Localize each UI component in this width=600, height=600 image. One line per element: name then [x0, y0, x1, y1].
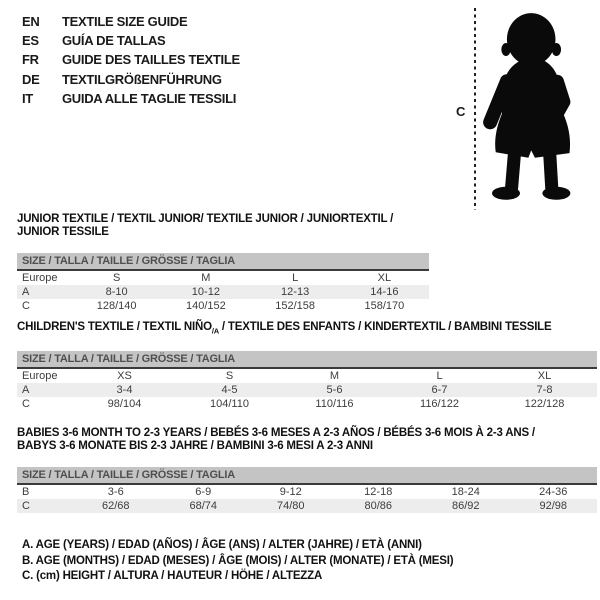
children-textile-section [17, 321, 597, 411]
size-cell: M [201, 272, 211, 284]
note-age-years: A. AGE (YEARS) / EDAD (AÑOS) / ÂGE (ANS) / ALTER (JAHRE) / ETÀ (ANNI) [22, 539, 422, 551]
children-size-header-bar: SIZE / TALLA / TAILLE / GRÖSSE / TAGLIA [17, 351, 597, 369]
language-code: FR [22, 52, 39, 68]
table-row [17, 499, 597, 513]
row-label: C [22, 500, 30, 512]
size-cell: L [436, 370, 443, 383]
age-cell: 18-24 [451, 486, 480, 498]
height-cell: 140/152 [185, 300, 226, 312]
height-dashed-line [474, 8, 476, 210]
language-list [22, 12, 240, 108]
row-label: Europe [22, 272, 58, 284]
size-cell: M [329, 370, 340, 383]
language-row-de [22, 70, 240, 89]
age-cell: 12-18 [364, 486, 393, 498]
children-title-suffix: / TEXTILE DES ENFANTS / KINDERTEXTIL / BAMBINI TESSILE [218, 321, 552, 333]
row-label: C [22, 300, 30, 312]
table-row [17, 285, 429, 299]
age-cell: 6-9 [195, 486, 212, 498]
age-cell: 9-12 [279, 486, 302, 498]
language-code: IT [22, 90, 33, 106]
height-cell: 98/104 [107, 398, 142, 411]
height-cell: 80/86 [364, 500, 393, 512]
row-label: A [22, 384, 30, 397]
age-cell: 12-13 [281, 286, 310, 298]
language-title: GUIDA ALLE TAGLIE TESSILI [62, 90, 237, 106]
legend-notes [22, 538, 453, 585]
height-cell: 68/74 [189, 500, 218, 512]
age-cell: 6-7 [431, 384, 448, 397]
babies-title-line2: BABYS 3-6 MONATE BIS 2-3 JAHRE / BAMBINI 3-6 MESI A 2-3 ANNI [17, 440, 373, 452]
age-cell: 5-6 [326, 384, 343, 397]
row-label: B [22, 486, 30, 498]
children-size-table [17, 369, 597, 411]
table-row [17, 485, 597, 499]
language-title: TEXTILGRÖßENFÜHRUNG [62, 71, 222, 87]
age-cell: 7-8 [536, 384, 553, 397]
height-cell: 62/68 [101, 500, 130, 512]
toddler-silhouette-image [478, 6, 590, 206]
babies-section-title [17, 427, 597, 453]
height-cell: 122/128 [524, 398, 565, 411]
babies-size-table [17, 485, 597, 513]
figure-area [450, 0, 600, 215]
age-cell: 8-10 [105, 286, 128, 298]
language-title: GUÍA DE TALLAS [62, 33, 166, 49]
children-title-prefix: CHILDREN'S TEXTILE / TEXTIL NIÑO [17, 321, 212, 333]
height-cell: 86/92 [451, 500, 480, 512]
age-cell: 14-16 [370, 286, 399, 298]
height-cell: 116/122 [420, 398, 459, 411]
children-title-subscript: /A [211, 326, 219, 336]
age-cell: 24-36 [539, 486, 568, 498]
age-cell: 3-4 [116, 384, 133, 397]
table-row [17, 383, 597, 397]
size-cell: S [225, 370, 234, 383]
babies-textile-section [17, 427, 597, 513]
language-row-en [22, 12, 240, 31]
language-row-es [22, 31, 240, 50]
size-cell: XL [377, 272, 392, 284]
size-cell: L [292, 272, 299, 284]
babies-size-header-bar: SIZE / TALLA / TAILLE / GRÖSSE / TAGLIA [17, 467, 597, 485]
junior-size-header-bar: SIZE / TALLA / TAILLE / GRÖSSE / TAGLIA [17, 253, 429, 271]
height-measure-label: C [456, 104, 466, 119]
height-cell: 158/170 [364, 300, 405, 312]
junior-size-table [17, 271, 429, 313]
note-age-months: B. AGE (MONTHS) / EDAD (MESES) / ÂGE (MOIS) / ALTER (MONATE) / ETÀ (MESI) [22, 554, 454, 567]
note-height-cm: C. (cm) HEIGHT / ALTURA / HAUTEUR / HÖHE / ALTEZZA [22, 570, 323, 582]
table-row [17, 299, 429, 313]
language-title: GUIDE DES TAILLES TEXTILE [62, 52, 240, 68]
row-label: A [22, 286, 30, 298]
babies-title-line1: BABIES 3-6 MONTH TO 2-3 YEARS / BEBÉS 3-6 MESES A 2-3 AÑOS / BÉBÉS 3-6 MOIS À 2-3 ANS / [17, 427, 535, 439]
table-row [17, 271, 429, 285]
height-cell: 128/140 [96, 300, 137, 312]
language-code: DE [22, 71, 40, 87]
size-cell: XS [117, 370, 132, 383]
language-title: TEXTILE SIZE GUIDE [62, 14, 188, 29]
language-row-it [22, 89, 240, 108]
height-cell: 152/158 [275, 300, 315, 312]
language-code: EN [22, 14, 40, 29]
height-cell: 74/80 [276, 500, 305, 512]
height-cell: 110/116 [315, 398, 354, 411]
junior-section-title: JUNIOR TEXTILE / TEXTIL JUNIOR/ TEXTILE JUNIOR / JUNIORTEXTIL / JUNIOR TESSILE [17, 213, 394, 238]
language-code: ES [22, 33, 39, 49]
language-row-fr [22, 50, 240, 69]
age-cell: 3-6 [107, 486, 124, 498]
junior-textile-section [17, 213, 429, 313]
row-label: C [22, 398, 30, 411]
height-cell: 92/98 [539, 500, 568, 512]
age-cell: 10-12 [191, 286, 220, 298]
children-section-title [17, 321, 597, 337]
row-label: Europe [22, 370, 58, 383]
size-cell: XL [537, 370, 552, 383]
height-cell: 104/110 [210, 398, 249, 411]
age-cell: 4-5 [221, 384, 238, 397]
table-row [17, 397, 597, 411]
table-row [17, 369, 597, 383]
size-cell: S [112, 272, 121, 284]
